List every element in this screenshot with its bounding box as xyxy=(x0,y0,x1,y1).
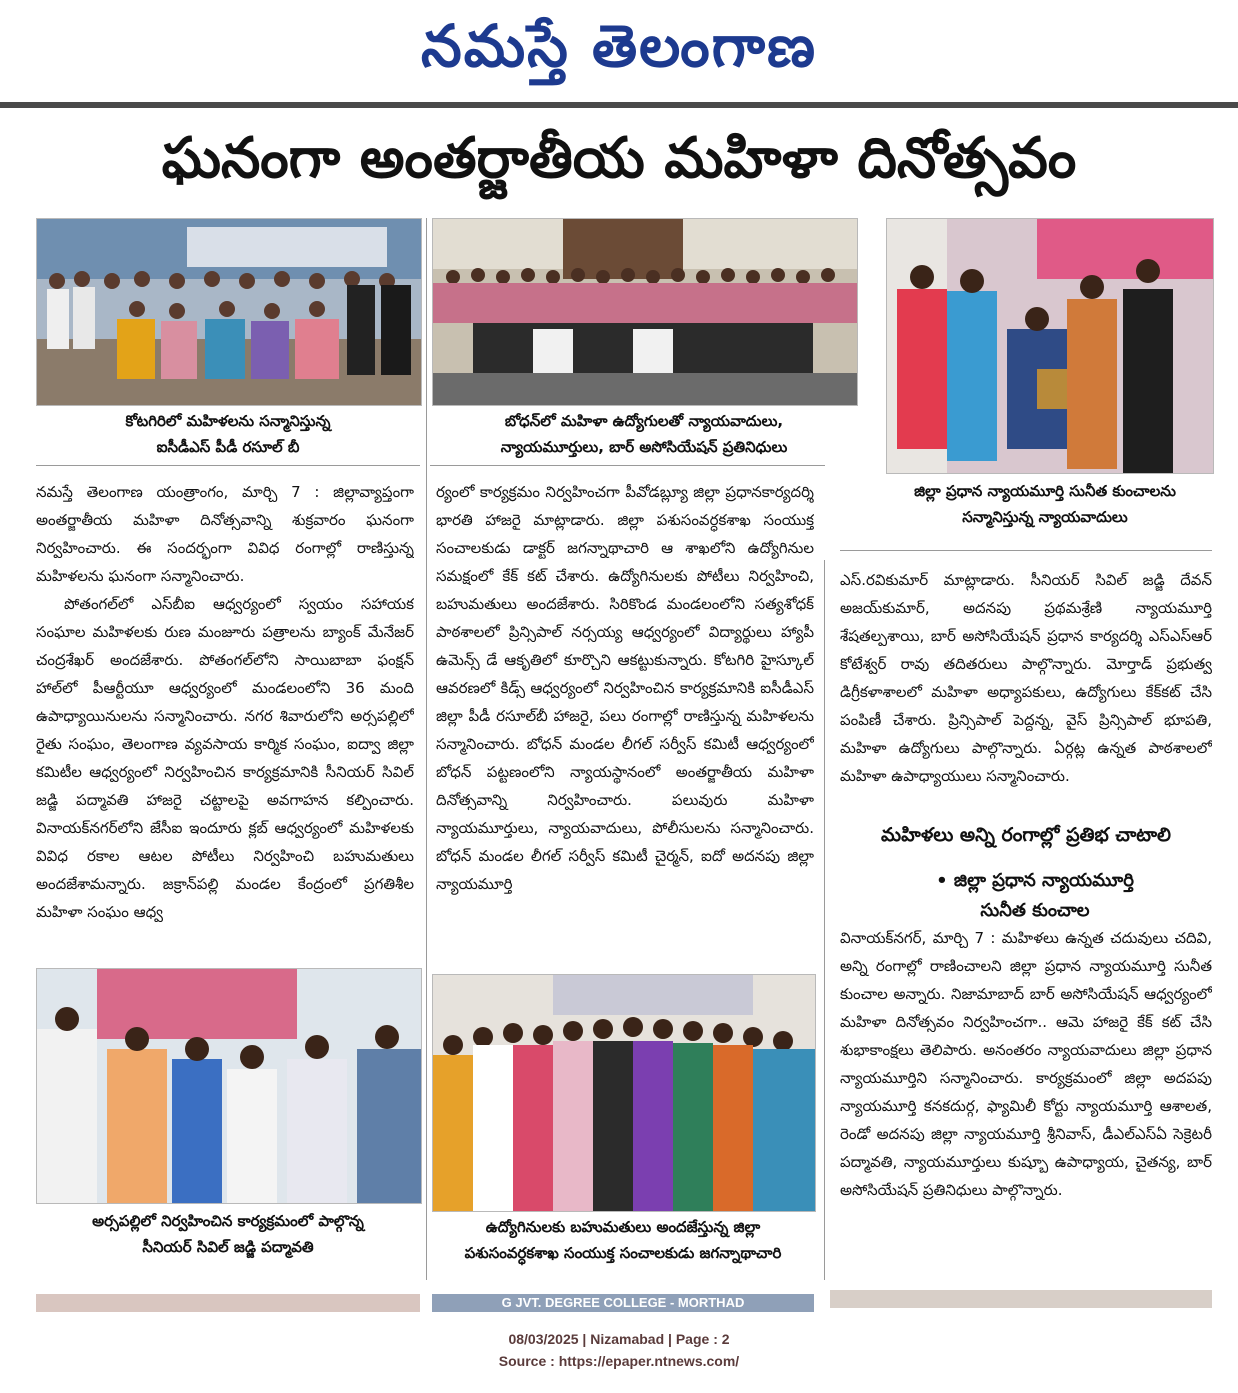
photo-strip-college xyxy=(432,1294,814,1312)
caption-line: జిల్లా ప్రధాన న్యాయమూర్తి సునీత కుంచాలను xyxy=(914,482,1176,500)
article-paragraph: వినాయక్‌నగర్, మార్చి 7 : మహిళలు ఉన్నత చదువులు చదివి, అన్ని రంగాల్లో రాణించాలని జిల్లా ప్రధాన న్యాయమూర్తి సునీత కుంచాల అన్నారు. నిజామాబాద్ బార్ అసోసియేషన్ ఆధ్వర్యంలో మహిళా దినోత్సవం నిర్వహించగా.. ఆమె హాజరై కేక్ కట్ చేసి శుభాకాంక్షలు తెలిపారు. అనంతరం న్యాయవాదులు జిల్లా ప్రధాన న్యాయమూర్తిని సన్మానించారు. కార్యక్రమంలో జిల్లా అదపపు న్యాయమూర్తి కనకదుర్గ, ఫ్యామిలీ కోర్టు న్యాయమూర్తి ఆశాలత, రెండో అదనపు జిల్లా న్యాయమూర్తి శ్రీనివాస్, డీఎల్ఎస్ఏ సెక్రెటరీ పద్మావతి, న్యాయమూర్తులు కుష్బూ ఉపాధ్యాయ, చైతన్య, బార్ అసోసియేషన్ ప్రతినిధులు పాల్గొన్నారు. xyxy=(840,929,1212,1199)
caption-line: బోధన్‌లో మహిళా ఉద్యోగులతో న్యాయవాదులు, xyxy=(504,412,784,430)
bullet-line xyxy=(870,866,1200,896)
sub-article-bullet xyxy=(870,866,1200,926)
photo-caption-kotagiri xyxy=(36,408,420,460)
caption-divider xyxy=(840,550,1212,551)
caption-line: న్యాయమూర్తులు, బార్ అసోసియేషన్ ప్రతినిధులు xyxy=(500,438,788,456)
caption-divider xyxy=(430,465,825,466)
photo-arsapalli xyxy=(36,968,422,1204)
photo-strip-right xyxy=(830,1290,1212,1308)
photo-district-judge xyxy=(886,218,1214,474)
footer-date-edition: 08/03/2025 | Nizamabad | Page : 2 xyxy=(508,1331,730,1347)
photo-caption-district-judge xyxy=(860,478,1230,530)
photo-caption-animal-husbandry xyxy=(432,1214,814,1266)
page-footer xyxy=(0,1328,1238,1372)
caption-line: కోటగిరిలో మహిళలను సన్మానిస్తున్న xyxy=(125,412,331,430)
article-column-2 xyxy=(436,478,814,962)
college-banner-text: G JVT. DEGREE COLLEGE - MORTHAD xyxy=(501,1295,745,1310)
article-paragraph: ర్యంలో కార్యక్రమం నిర్వహించగా పీవోడబ్ల్యూ జిల్లా ప్రధానకార్యదర్శి భారతి హాజరై మాట్లాడారు. జిల్లా పశుసంవర్ధకశాఖ సంయుక్త సంచాలకుడు డాక్టర్ జగన్నాథాచారి ఆ శాఖలోని ఉద్యోగినుల సమక్షంలో కేక్ కట్ చేశారు. ఉద్యోగినులకు పోటీలు నిర్వహించి, బహుమతులు అందజేశారు. సిరికొండ మండలంలోని సత్యశోధక్ పాఠశాలలో ప్రిన్సిపాల్ నర్సయ్య ఆధ్వర్యంలో విద్యార్థులు హ్యాపీ ఉమెన్స్ డే ఆకృతిలో కూర్చొని ఆకట్టుకున్నారు. కోటగిరి హైస్కూల్ ఆవరణలో కిడ్స్ ఆధ్వర్యంలో నిర్వహించిన కార్యక్రమానికి ఐసీడీఎస్ జిల్లా పీడీ రసూల్‌బీ హాజరై, పలు రంగాల్లో రాణిస్తున్న మహిళలను సన్మానించారు. బోధన్ మండల లీగల్ సర్వీస్ కమిటీ ఆధ్వర్యంలో బోధన్ పట్టణంలోని న్యాయస్థానంలో అంతర్జాతీయ మహిళా దినోత్సవాన్ని నిర్వహించారు. పలువురు మహిళా న్యాయమూర్తులు, న్యాయవాదులు, పోలీసులను సన్మానించారు. బోధన్ మండల లీగల్ సర్వీస్ కమిటీ చైర్మన్, ఐదో అదనపు జిల్లా న్యాయమూర్తి xyxy=(436,483,814,893)
photo-kotagiri xyxy=(36,218,422,406)
footer-source: Source : https://epaper.ntnews.com/ xyxy=(498,1353,740,1369)
bullet-icon: • xyxy=(936,870,954,891)
caption-line: ఉద్యోగినులకు బహుమతులు అందజేస్తున్న జిల్లా xyxy=(485,1218,761,1236)
column-divider xyxy=(426,218,427,1280)
photo-caption-bodhan xyxy=(432,408,856,460)
masthead xyxy=(0,0,1238,100)
caption-line: పశుసంవర్ధకశాఖ సంయుక్త సంచాలకుడు జగన్నాథాచారి xyxy=(464,1244,782,1262)
masthead-rule xyxy=(0,102,1238,108)
caption-divider xyxy=(36,465,420,466)
photo-bodhan xyxy=(432,218,858,406)
photo-animal-husbandry xyxy=(432,974,816,1212)
caption-line: ఐసీడీఎస్ పీడీ రసూల్ బీ xyxy=(156,438,300,456)
page-headline: ఘనంగా అంతర్జాతీయ మహిళా దినోత్సవం xyxy=(161,125,1077,191)
article-paragraph: పోతంగల్‌లో ఎస్‌బీఐ ఆధ్వర్యంలో స్వయం సహాయక సంఘాల మహిళలకు రుణ మంజూరు పత్రాలను బ్యాంక్ మేనేజర్ చంద్రశేఖర్ అందజేశారు. పోతంగల్‌లోని సాయిబాబా ఫంక్షన్ హాల్‌లో పీఆర్టీయూ ఆధ్వర్యంలో మండలంలోని 36 మంది ఉపాధ్యాయినులను సన్మానించారు. నగర శివారులోని అర్సపల్లిలో రైతు సంఘం, తెలంగాణ వ్యవసాయ కార్మిక సంఘం, ఐద్వా జిల్లా కమిటీల ఆధ్వర్యంలో నిర్వహించిన కార్యక్రమానికి సీనియర్ సివిల్ జడ్జి పద్మావతి హాజరై చట్టాలపై అవగాహన కల్పించారు. వినాయక్‌నగర్‌లోని జేసీఐ ఇందూరు క్లబ్ ఆధ్వర్యంలో మహిళలకు వివిధ రకాల ఆటల పోటీలు నిర్వహించి బహుమతులు అందజేశామన్నారు. జక్రాన్‌పల్లి మండల కేంద్రంలో ప్రగతిశీల మహిళా సంఘం ఆధ్వ xyxy=(36,595,414,921)
photo-caption-arsapalli xyxy=(36,1208,420,1260)
sub-article-body xyxy=(840,924,1212,1264)
article-paragraph: ఎస్.రవికుమార్ మాట్లాడారు. సీనియర్ సివిల్ జడ్జి దేవన్ అజయ్‌కుమార్, అదనపు ప్రథమశ్రేణి న్యాయమూర్తి శేషతల్పశాయి, బార్ అసోసియేషన్ ప్రధాన కార్యదర్శి ఎస్ఎస్ఆర్ కోటేశ్వర్ రావు తదితరులు పాల్గొన్నారు. మోర్తాడ్ ప్రభుత్వ డిగ్రీకళాశాలలో మహిళా అధ్యాపకులు, ఉద్యోగులు కేక్‌కట్ చేసి పంపిణీ చేశారు. ప్రిన్సిపాల్ పెద్దన్న, వైస్ ప్రిన్సిపాల్ భూపతి, మహిళా ఉద్యోగులు పాల్గొన్నారు. ఏర్గట్ల ఉన్నత పాఠశాలలో మహిళా ఉపాధ్యాయులు సన్మానించారు. xyxy=(840,571,1212,785)
caption-line: అర్సపల్లిలో నిర్వహించిన కార్యక్రమంలో పాల్గొన్న xyxy=(92,1212,364,1230)
article-column-3 xyxy=(840,566,1212,814)
column-divider xyxy=(824,560,825,1280)
article-column-1 xyxy=(36,478,414,962)
bullet-line: సునీత కుంచాల xyxy=(980,900,1090,921)
article-paragraph: నమస్తే తెలంగాణ యంత్రాంగం, మార్చి 7 : జిల్లావ్యాప్తంగా అంతర్జాతీయ మహిళా దినోత్సవాన్ని శుక్రవారం ఘనంగా నిర్వహించారు. ఈ సందర్భంగా వివిధ రంగాల్లో రాణిస్తున్న మహిళలను ఘనంగా సన్మానించారు. xyxy=(36,483,414,585)
caption-line: సన్మానిస్తున్న న్యాయవాదులు xyxy=(962,508,1128,526)
newspaper-logo: నమస్తే తెలంగాణ xyxy=(421,12,817,80)
sub-article-headline: మహిళలు అన్ని రంగాల్లో ప్రతిభ చాటాలి xyxy=(881,824,1171,846)
caption-line: సీనియర్ సివిల్ జడ్జి పద్మావతి xyxy=(142,1238,314,1256)
bullet-text: జిల్లా ప్రధాన న్యాయమూర్తి xyxy=(953,870,1134,891)
photo-strip-left xyxy=(36,1294,420,1312)
